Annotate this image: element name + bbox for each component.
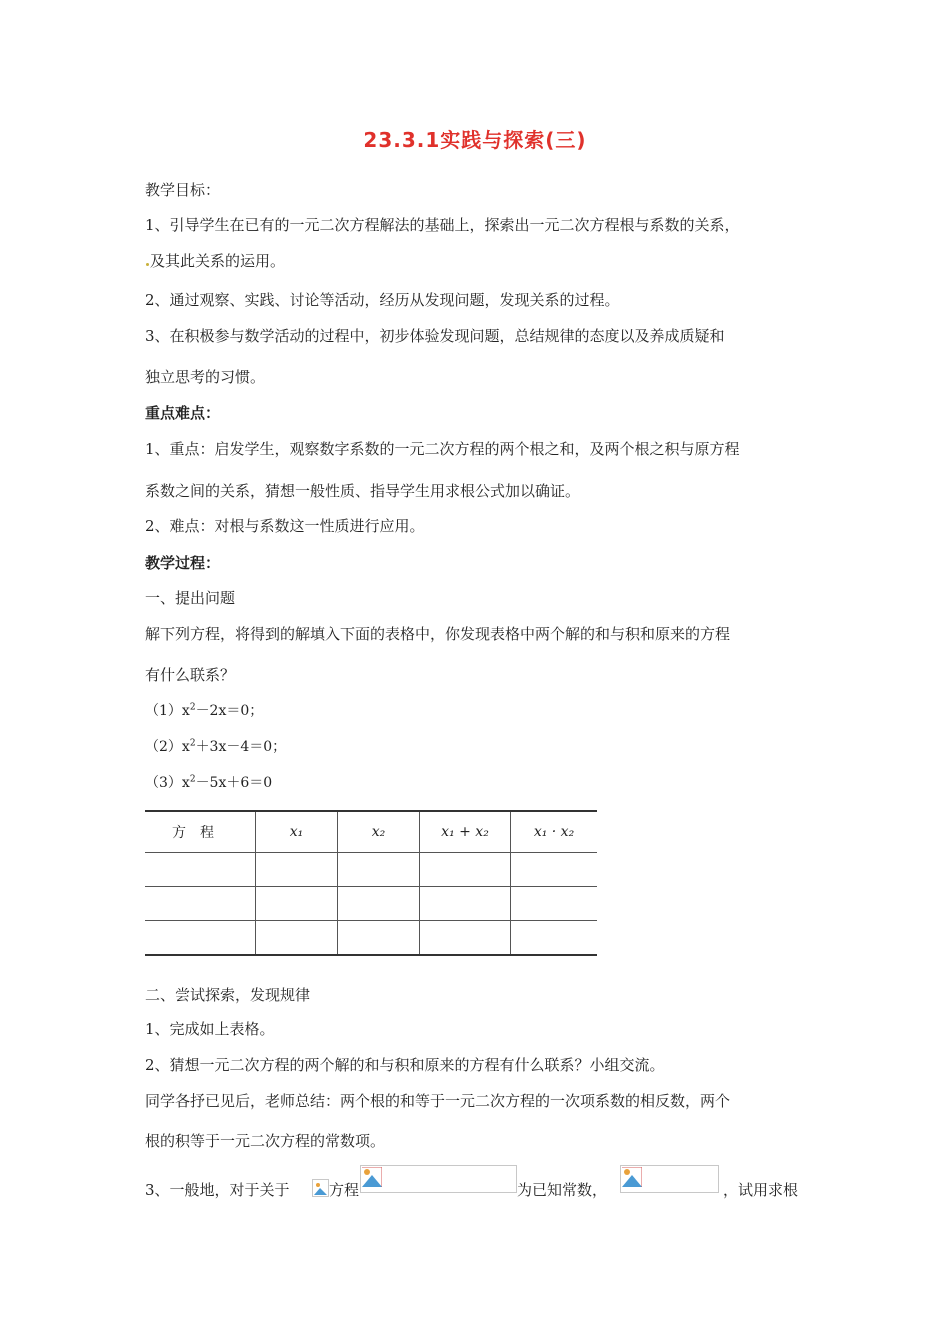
equation-2: [145, 737, 286, 757]
equation-3-variable: x: [181, 775, 190, 791]
table-row: [145, 921, 597, 956]
equation-1-exponent: 2: [189, 702, 196, 713]
objective-2: 2、通过观察、实践、讨论等活动，经历从发现问题，发现关系的过程。: [145, 291, 620, 309]
section-2-item-3-start: 3、一般地，对于关于: [145, 1181, 290, 1199]
header-x2: x₂: [338, 811, 420, 853]
table-row: [145, 853, 597, 887]
equation-1-variable: x: [181, 703, 190, 719]
section-2-summary-line-2: 根的积等于一元二次方程的常数项。: [145, 1132, 386, 1150]
section-2-summary-line-1: 同学各抒已见后，老师总结：两个根的和等于一元二次方程的一次项系数的相反数，两个: [145, 1092, 731, 1110]
table-row: [145, 887, 597, 921]
section-2-item-3-equation-word: 方程: [329, 1181, 360, 1199]
header-x1: x₁: [256, 811, 338, 853]
table-cell[interactable]: [256, 887, 338, 921]
key-point-1-line-1: 1、重点：启发学生，观察数字系数的一元二次方程的两个根之和，及两个根之积与原方程: [145, 440, 740, 458]
equation-2-number: （2）: [145, 739, 182, 755]
document-title: 23.3.1实践与探索(三): [363, 128, 587, 152]
objective-1-line-1: 1、引导学生在已有的一元二次方程解法的基础上，探索出一元二次方程根与系数的关系，: [145, 216, 740, 234]
equation-2-exponent: 2: [189, 738, 196, 749]
table-cell[interactable]: [511, 853, 598, 887]
table-cell[interactable]: [256, 853, 338, 887]
equation-3-number: （3）: [145, 775, 182, 791]
key-point-2: 2、难点：对根与系数这一性质进行应用。: [145, 517, 425, 535]
table-cell[interactable]: [256, 921, 338, 956]
table-cell[interactable]: [511, 887, 598, 921]
broken-image-icon: [312, 1179, 329, 1197]
section-2-item-2: 2、猜想一元二次方程的两个解的和与积和原来的方程有什么联系？小组交流。: [145, 1056, 665, 1074]
section-2-heading: 二、尝试探索，发现规律: [145, 986, 311, 1004]
table-cell[interactable]: [145, 921, 256, 956]
header-product: x₁ · x₂: [511, 811, 598, 853]
table-cell[interactable]: [338, 887, 420, 921]
equation-3-rest: －5x＋6＝0: [195, 775, 273, 791]
equation-1-rest: －2x＝0；: [195, 703, 264, 719]
table-cell[interactable]: [420, 887, 511, 921]
equation-2-variable: x: [181, 739, 190, 755]
objective-3-line-2: 独立思考的习惯。: [145, 368, 266, 386]
table-cell[interactable]: [420, 853, 511, 887]
header-equation: 方程: [145, 811, 256, 853]
table-cell[interactable]: [338, 853, 420, 887]
objectives-heading: 教学目标：: [145, 181, 221, 199]
section-1-intro-line-1: 解下列方程，将得到的解填入下面的表格中，你发现表格中两个解的和与积和原来的方程: [145, 625, 731, 643]
solutions-table: [145, 810, 597, 956]
table-cell[interactable]: [338, 921, 420, 956]
objective-3-line-1: 3、在积极参与数学活动的过程中，初步体验发现问题，总结规律的态度以及养成质疑和: [145, 327, 725, 345]
table-cell[interactable]: [420, 921, 511, 956]
equation-1-number: （1）: [145, 703, 182, 719]
section-2-item-1: 1、完成如上表格。: [145, 1020, 275, 1038]
section-2-item-3-constants: 为已知常数，: [517, 1181, 608, 1199]
table-cell[interactable]: [511, 921, 598, 956]
table-cell[interactable]: [145, 887, 256, 921]
key-points-heading: 重点难点：: [145, 404, 221, 422]
broken-image-equation: [360, 1165, 517, 1193]
table-header-row: [145, 811, 597, 853]
table-cell[interactable]: [145, 853, 256, 887]
equation-3: [145, 773, 272, 793]
broken-image-condition: [620, 1165, 719, 1193]
section-1-intro-line-2: 有什么联系？: [145, 666, 236, 684]
equation-3-exponent: 2: [189, 774, 196, 785]
objective-1-line-2: [145, 251, 285, 271]
equation-2-rest: ＋3x－4＝0；: [195, 739, 287, 755]
key-point-1-line-2: 系数之间的关系，猜想一般性质、指导学生用求根公式加以确证。: [145, 482, 581, 500]
marker-dot: [146, 263, 149, 266]
section-1-heading: 一、提出问题: [145, 589, 236, 607]
section-2-item-3-end: ，试用求根: [723, 1181, 799, 1199]
equation-1: [145, 701, 263, 721]
process-heading: 教学过程：: [145, 554, 221, 572]
objective-1-line-2-text: 及其此关系的运用。: [150, 252, 286, 270]
header-sum: x₁ + x₂: [420, 811, 511, 853]
